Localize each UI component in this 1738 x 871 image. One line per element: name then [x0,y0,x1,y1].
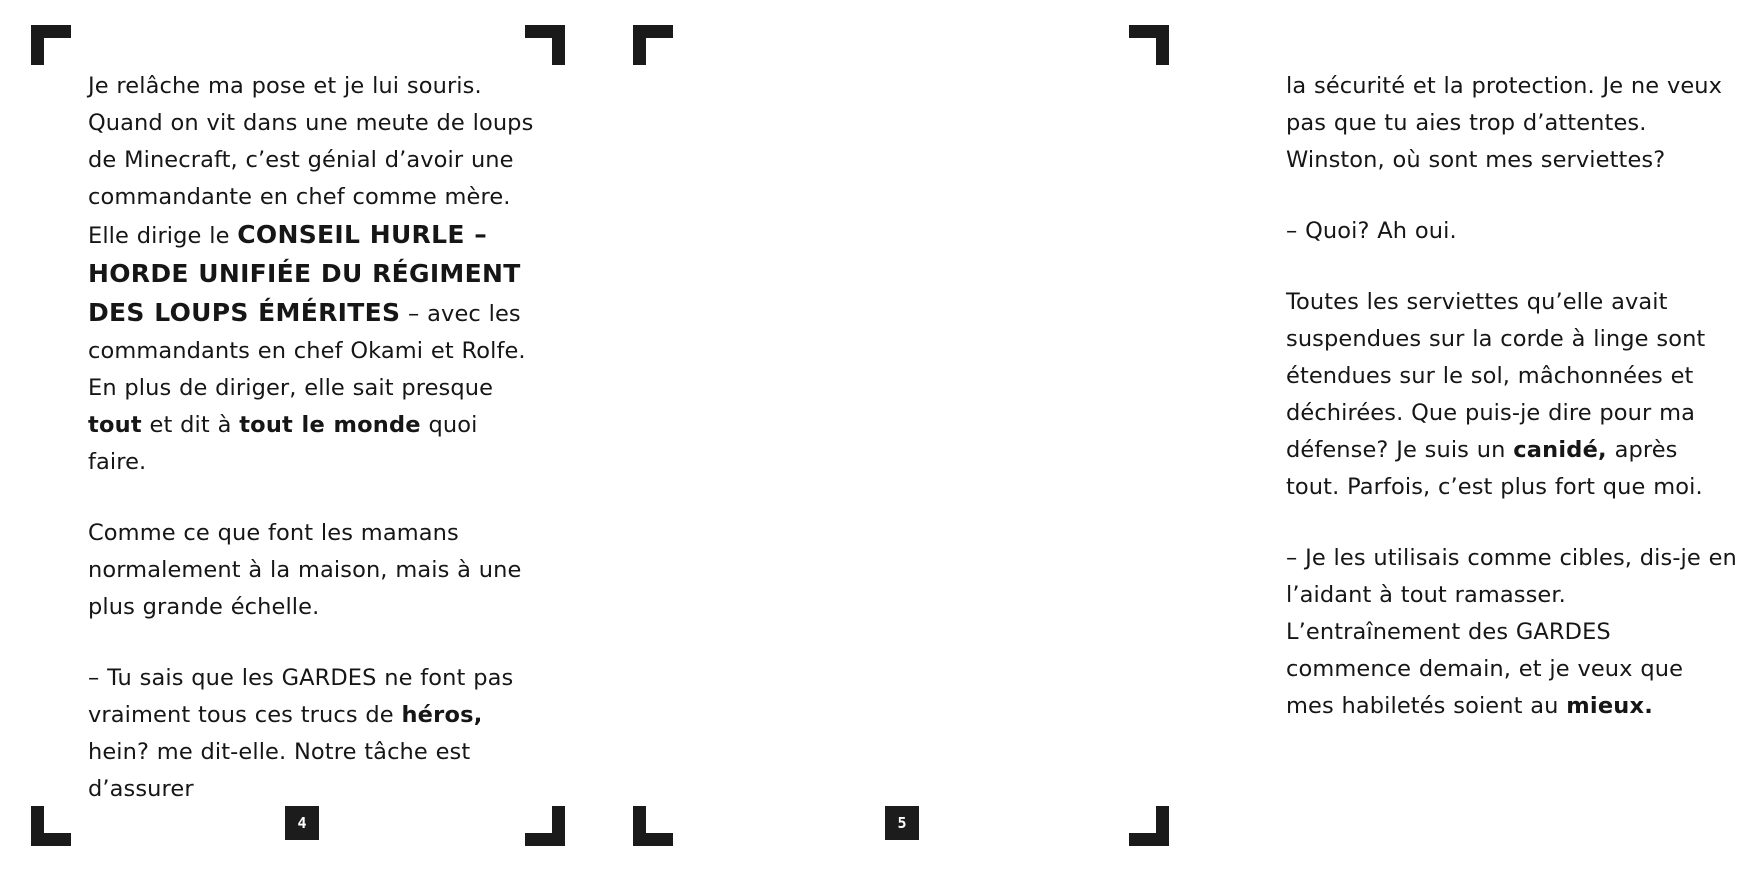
paragraph [1286,540,1738,725]
emphasis-bold: tout [88,412,142,438]
paragraph [1286,68,1738,179]
text-run: Comme ce que font les mamans normalement à la maison, mais à une plus grande échelle. [88,520,522,620]
paragraph [88,515,540,626]
paragraph [1286,213,1738,250]
right-page-text-column [1286,68,1738,725]
text-run: et dit à [141,412,240,438]
corner-bracket-bottom-right [525,806,565,846]
text-run: Toutes les serviettes qu’elle avait suspendues sur la corde à linge sont étendues sur le sol, mâchonnées et déchirées. Que puis-je dire pour ma défense? Je suis un [1286,289,1706,463]
left-page-text-column [88,68,540,808]
corner-bracket-bottom-right [1129,806,1169,846]
corner-bracket-top-right [1129,25,1169,65]
emphasis-bold: tout le monde [239,412,421,438]
paragraph [1286,284,1738,506]
organization-acronym: CONSEIL HURLE – HORDE UNIFIÉE DU RÉGIMENT DES LOUPS ÉMÉRITES [88,220,521,327]
paragraph [88,660,540,808]
emphasis-bold: mieux. [1566,693,1653,719]
corner-bracket-top-left [633,25,673,65]
page-number-badge [885,806,919,840]
emphasis-bold: canidé, [1513,437,1607,463]
text-run: – Je les utilisais comme cibles, dis-je en l’aidant à tout ramasser. L’entraînement des GARDES commence demain, et je veux que mes habiletés soient au [1286,545,1737,719]
corner-bracket-top-right [525,25,565,65]
corner-bracket-top-left [31,25,71,65]
right-page [600,0,1737,871]
text-run: – Quoi? Ah oui. [1286,218,1457,244]
text-run: – avec les commandants en chef Okami et Rolfe. En plus de diriger, elle sait presque [88,301,526,401]
page-number-label: 5 [897,813,907,832]
paragraph [88,68,540,481]
text-run: quoi faire. [88,412,478,475]
left-page [0,0,600,871]
text-run: après tout. Parfois, c’est plus fort que moi. [1286,437,1703,500]
emphasis-bold: héros, [401,702,483,728]
page-number-badge [285,806,319,840]
text-run: hein? me dit-elle. Notre tâche est d’assurer [88,739,471,802]
text-run: la sécurité et la protection. Je ne veux pas que tu aies trop d’attentes. Winston, où sont mes serviettes? [1286,73,1723,173]
page-number-label: 4 [297,813,307,832]
corner-bracket-bottom-left [31,806,71,846]
corner-bracket-bottom-left [633,806,673,846]
text-run: – Tu sais que les GARDES ne font pas vraiment tous ces trucs de [88,665,514,728]
text-run: Je relâche ma pose et je lui souris. Quand on vit dans une meute de loups de Minecraft, c’est génial d’avoir une commandante en chef comme mère. Elle dirige le [88,73,534,249]
